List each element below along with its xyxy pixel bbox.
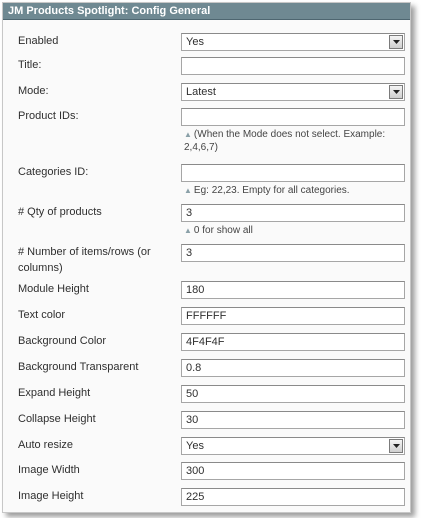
note-arrow-icon: ▲ [184,186,192,195]
note-arrow-icon: ▲ [184,130,192,139]
qty-label: # Qty of products [18,206,102,218]
enabled-value: Yes [186,36,204,48]
title-input[interactable] [181,57,405,75]
items-rows-input[interactable]: 3 [181,244,405,262]
image-height-input[interactable]: 225 [181,488,405,506]
module-height-input[interactable]: 180 [181,281,405,299]
enabled-label: Enabled [18,35,59,47]
expand-height-label: Expand Height [18,387,91,399]
chevron-down-icon[interactable] [389,439,403,453]
mode-label: Mode: [18,85,49,97]
image-height-label: Image Height [18,490,84,502]
bg-color-label: Background Color [18,335,107,347]
product-ids-note [184,128,406,154]
expand-height-input[interactable]: 50 [181,385,405,403]
categories-note-text: Eg: 22,23. Empty for all categories. [193,185,350,196]
bg-color-input[interactable]: 4F4F4F [181,333,405,351]
title-label: Title: [18,59,42,71]
collapse-height-label: Collapse Height [18,413,96,425]
auto-resize-select[interactable] [181,437,405,455]
qty-note [184,224,406,237]
qty-note-text: 0 for show all [193,225,253,236]
auto-resize-label: Auto resize [18,439,74,451]
product-ids-input[interactable] [181,108,405,126]
image-width-input[interactable]: 300 [181,462,405,480]
image-width-label: Image Width [18,464,80,476]
auto-resize-value: Yes [186,440,204,452]
categories-note [184,184,406,197]
panel-title: JM Products Spotlight: Config General [3,3,410,20]
mode-select[interactable] [181,83,405,101]
text-color-input[interactable]: FFFFFF [181,307,405,325]
mode-value: Latest [186,86,216,98]
config-panel [2,2,411,513]
qty-input[interactable]: 3 [181,204,405,222]
chevron-down-icon[interactable] [389,85,403,99]
module-height-label: Module Height [18,283,89,295]
chevron-down-icon[interactable] [389,35,403,49]
categories-input[interactable] [181,164,405,182]
product-ids-note-text: (When the Mode does not select. Example: 2,4,6,7) [184,129,386,153]
product-ids-label: Product IDs: [18,110,79,122]
items-rows-label: # Number of items/rows (or columns) [18,246,151,274]
bg-transparent-label: Background Transparent [18,361,139,373]
bg-transparent-input[interactable]: 0.8 [181,359,405,377]
note-arrow-icon: ▲ [184,226,192,235]
collapse-height-input[interactable]: 30 [181,411,405,429]
enabled-select[interactable] [181,33,405,51]
text-color-label: Text color [18,309,66,321]
categories-label: Categories ID: [18,166,89,178]
